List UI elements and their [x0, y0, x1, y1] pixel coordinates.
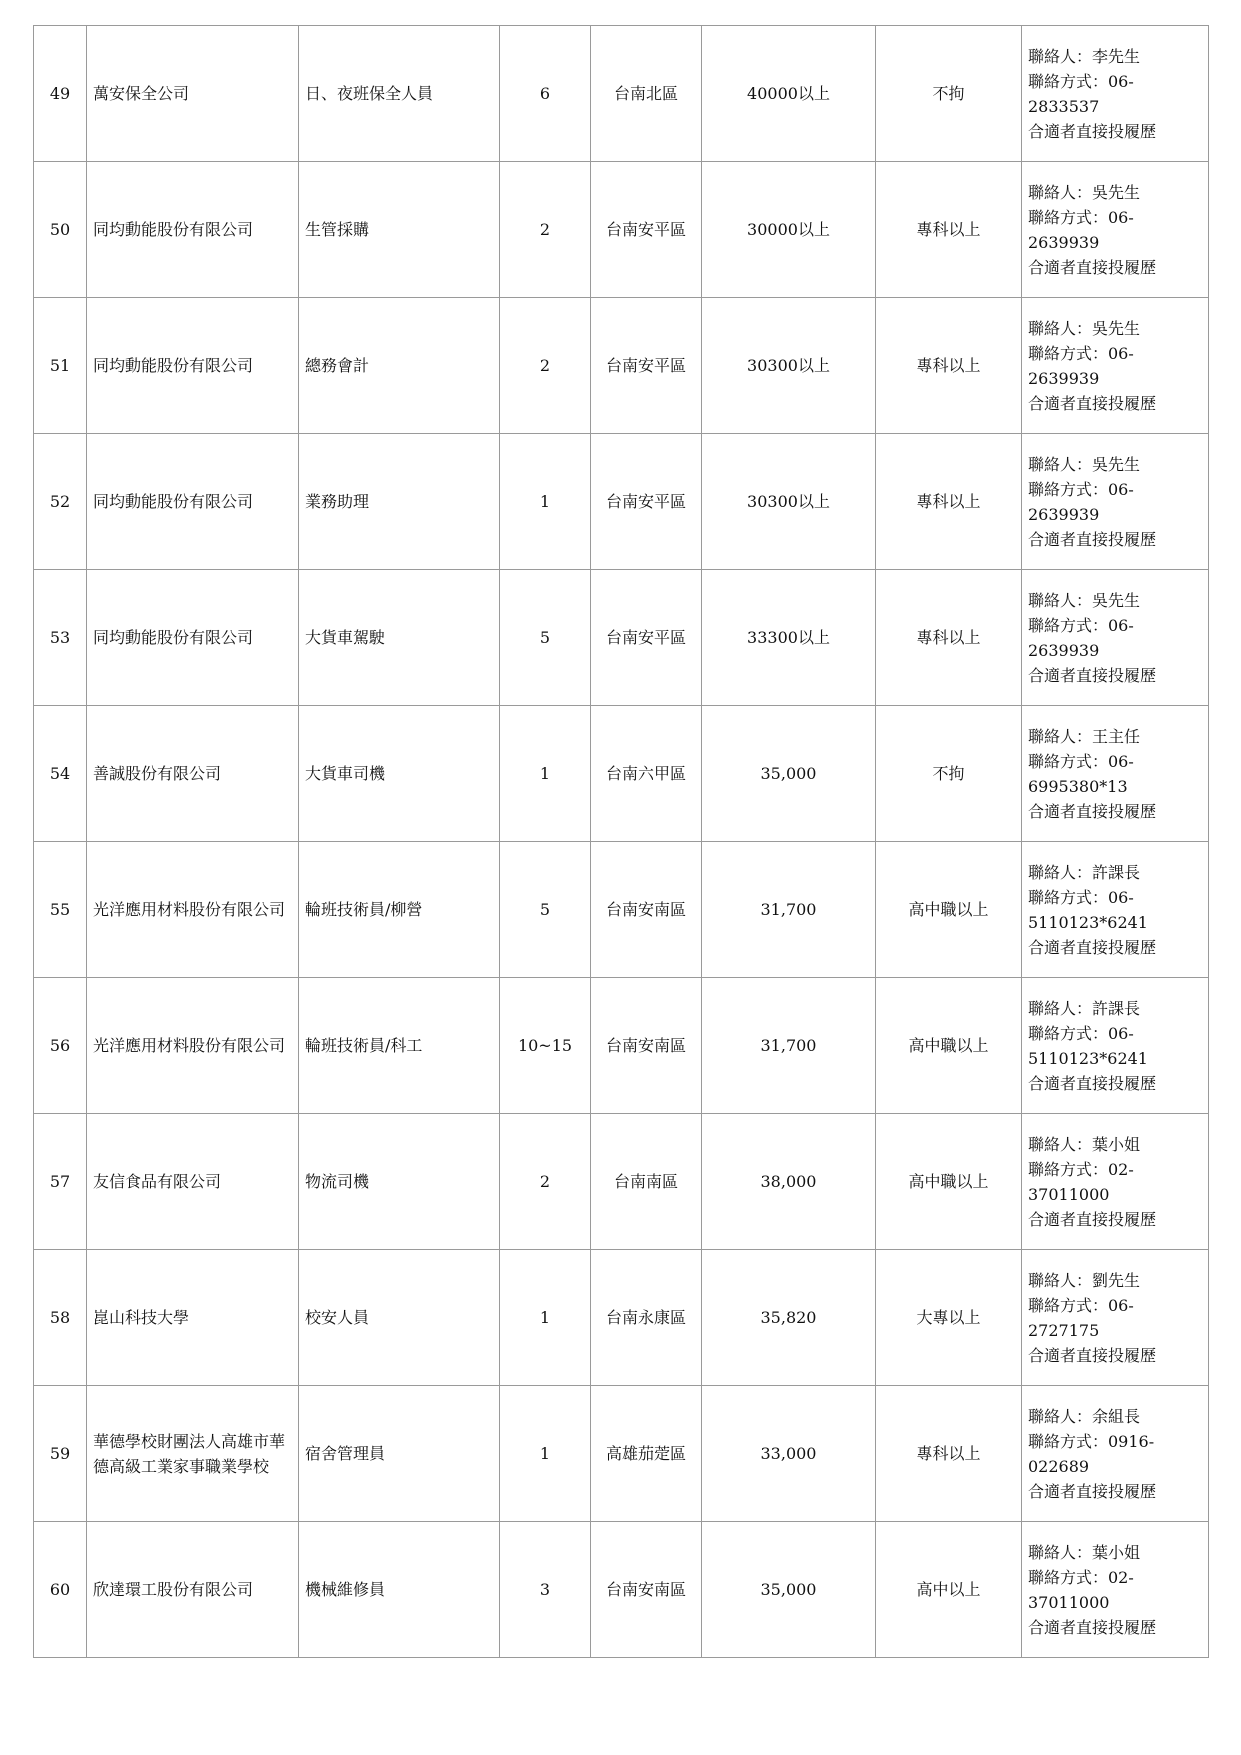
job-openings: 6: [500, 26, 591, 162]
table-row: [34, 842, 1209, 978]
company-name: 友信食品有限公司: [87, 1114, 299, 1250]
row-number: 50: [34, 162, 87, 298]
job-openings: 2: [500, 162, 591, 298]
contact-info: [1022, 1386, 1209, 1522]
table-row: [34, 1522, 1209, 1658]
row-number: 60: [34, 1522, 87, 1658]
contact-person: 聯絡人：許課長: [1028, 862, 1141, 882]
contact-phone: 5110123*6241: [1028, 1048, 1148, 1068]
job-title: 大貨車司機: [299, 706, 500, 842]
row-number: 51: [34, 298, 87, 434]
contact-info: [1022, 1522, 1209, 1658]
job-title: 日、夜班保全人員: [299, 26, 500, 162]
job-title: 宿舍管理員: [299, 1386, 500, 1522]
contact-phone: 2833537: [1028, 96, 1100, 116]
contact-person: 聯絡人：葉小姐: [1028, 1542, 1141, 1562]
contact-info: [1022, 842, 1209, 978]
job-title: 總務會計: [299, 298, 500, 434]
job-salary: 30300以上: [702, 298, 876, 434]
job-title: 生管採購: [299, 162, 500, 298]
contact-phone: 6995380*13: [1028, 776, 1128, 796]
job-title: 輪班技術員/科工: [299, 978, 500, 1114]
contact-note: 合適者直接投履歷: [1028, 1345, 1157, 1365]
job-location: 台南六甲區: [591, 706, 702, 842]
education-requirement: 高中職以上: [876, 842, 1022, 978]
education-requirement: 不拘: [876, 26, 1022, 162]
row-number: 52: [34, 434, 87, 570]
contact-phone: 5110123*6241: [1028, 912, 1148, 932]
education-requirement: 高中以上: [876, 1522, 1022, 1658]
contact-phone: 37011000: [1028, 1184, 1110, 1204]
row-number: 54: [34, 706, 87, 842]
job-location: 台南安南區: [591, 842, 702, 978]
education-requirement: 專科以上: [876, 570, 1022, 706]
company-name: 崑山科技大學: [87, 1250, 299, 1386]
job-openings: 5: [500, 842, 591, 978]
education-requirement: 大專以上: [876, 1250, 1022, 1386]
job-title: 物流司機: [299, 1114, 500, 1250]
contact-person: 聯絡人：葉小姐: [1028, 1134, 1141, 1154]
contact-note: 合適者直接投履歷: [1028, 1209, 1157, 1229]
company-name: 同均動能股份有限公司: [87, 570, 299, 706]
job-openings: 1: [500, 1386, 591, 1522]
job-salary: 30300以上: [702, 434, 876, 570]
contact-info: [1022, 570, 1209, 706]
row-number: 56: [34, 978, 87, 1114]
contact-method: 聯絡方式：06-: [1028, 343, 1134, 363]
table-row: [34, 298, 1209, 434]
table-row: [34, 570, 1209, 706]
contact-note: 合適者直接投履歷: [1028, 801, 1157, 821]
company-name: 萬安保全公司: [87, 26, 299, 162]
education-requirement: 專科以上: [876, 1386, 1022, 1522]
contact-person: 聯絡人：許課長: [1028, 998, 1141, 1018]
contact-person: 聯絡人：李先生: [1028, 46, 1141, 66]
job-location: 台南北區: [591, 26, 702, 162]
job-location: 台南安平區: [591, 162, 702, 298]
education-requirement: 專科以上: [876, 434, 1022, 570]
job-location: 台南永康區: [591, 1250, 702, 1386]
table-row: [34, 978, 1209, 1114]
job-title: 輪班技術員/柳營: [299, 842, 500, 978]
row-number: 58: [34, 1250, 87, 1386]
contact-note: 合適者直接投履歷: [1028, 257, 1157, 277]
job-salary: 33,000: [702, 1386, 876, 1522]
contact-note: 合適者直接投履歷: [1028, 121, 1157, 141]
company-name: 善誠股份有限公司: [87, 706, 299, 842]
job-openings: 1: [500, 434, 591, 570]
row-number: 59: [34, 1386, 87, 1522]
job-location: 台南安南區: [591, 978, 702, 1114]
job-title: 機械維修員: [299, 1522, 500, 1658]
job-location: 台南安平區: [591, 434, 702, 570]
contact-phone: 2727175: [1028, 1320, 1100, 1340]
company-name: 華德學校財團法人高雄市華德高級工業家事職業學校: [87, 1386, 299, 1522]
job-openings: 5: [500, 570, 591, 706]
contact-info: [1022, 978, 1209, 1114]
contact-person: 聯絡人：吳先生: [1028, 182, 1141, 202]
table-row: [34, 706, 1209, 842]
table-row: [34, 1386, 1209, 1522]
contact-method: 聯絡方式：06-: [1028, 1023, 1134, 1043]
contact-info: [1022, 162, 1209, 298]
education-requirement: 高中職以上: [876, 978, 1022, 1114]
contact-person: 聯絡人：劉先生: [1028, 1270, 1141, 1290]
contact-phone: 37011000: [1028, 1592, 1110, 1612]
contact-note: 合適者直接投履歷: [1028, 1481, 1157, 1501]
contact-method: 聯絡方式：06-: [1028, 887, 1134, 907]
contact-note: 合適者直接投履歷: [1028, 937, 1157, 957]
contact-note: 合適者直接投履歷: [1028, 529, 1157, 549]
contact-note: 合適者直接投履歷: [1028, 393, 1157, 413]
job-location: 台南安平區: [591, 570, 702, 706]
contact-phone: 2639939: [1028, 368, 1100, 388]
contact-info: [1022, 434, 1209, 570]
contact-method: 聯絡方式：06-: [1028, 751, 1134, 771]
company-name: 同均動能股份有限公司: [87, 434, 299, 570]
job-salary: 35,820: [702, 1250, 876, 1386]
job-openings: 2: [500, 1114, 591, 1250]
job-title: 校安人員: [299, 1250, 500, 1386]
contact-person: 聯絡人：吳先生: [1028, 590, 1141, 610]
job-location: 台南安平區: [591, 298, 702, 434]
job-openings: 10~15: [500, 978, 591, 1114]
company-name: 光洋應用材料股份有限公司: [87, 842, 299, 978]
contact-person: 聯絡人：吳先生: [1028, 454, 1141, 474]
contact-phone: 2639939: [1028, 232, 1100, 252]
contact-person: 聯絡人：吳先生: [1028, 318, 1141, 338]
job-salary: 30000以上: [702, 162, 876, 298]
job-openings: 1: [500, 1250, 591, 1386]
company-name: 同均動能股份有限公司: [87, 162, 299, 298]
contact-info: [1022, 26, 1209, 162]
contact-method: 聯絡方式：06-: [1028, 615, 1134, 635]
contact-person: 聯絡人：王主任: [1028, 726, 1141, 746]
job-salary: 31,700: [702, 842, 876, 978]
job-salary: 35,000: [702, 706, 876, 842]
contact-method: 聯絡方式：06-: [1028, 71, 1134, 91]
row-number: 53: [34, 570, 87, 706]
contact-method: 聯絡方式：06-: [1028, 1295, 1134, 1315]
row-number: 49: [34, 26, 87, 162]
company-name: 欣達環工股份有限公司: [87, 1522, 299, 1658]
contact-info: [1022, 706, 1209, 842]
contact-method: 聯絡方式：0916-: [1028, 1431, 1155, 1451]
contact-info: [1022, 1114, 1209, 1250]
table-row: [34, 434, 1209, 570]
education-requirement: 專科以上: [876, 298, 1022, 434]
contact-note: 合適者直接投履歷: [1028, 665, 1157, 685]
contact-method: 聯絡方式：02-: [1028, 1159, 1134, 1179]
job-salary: 35,000: [702, 1522, 876, 1658]
education-requirement: 專科以上: [876, 162, 1022, 298]
job-openings: 1: [500, 706, 591, 842]
job-salary: 38,000: [702, 1114, 876, 1250]
education-requirement: 高中職以上: [876, 1114, 1022, 1250]
contact-method: 聯絡方式：02-: [1028, 1567, 1134, 1587]
contact-note: 合適者直接投履歷: [1028, 1073, 1157, 1093]
contact-method: 聯絡方式：06-: [1028, 479, 1134, 499]
education-requirement: 不拘: [876, 706, 1022, 842]
job-location: 台南安南區: [591, 1522, 702, 1658]
job-location: 高雄茄萣區: [591, 1386, 702, 1522]
contact-info: [1022, 1250, 1209, 1386]
contact-method: 聯絡方式：06-: [1028, 207, 1134, 227]
row-number: 57: [34, 1114, 87, 1250]
contact-note: 合適者直接投履歷: [1028, 1617, 1157, 1637]
job-openings: 2: [500, 298, 591, 434]
job-listing-table: [33, 25, 1209, 1658]
company-name: 同均動能股份有限公司: [87, 298, 299, 434]
table-row: [34, 162, 1209, 298]
table-row: [34, 1250, 1209, 1386]
job-openings: 3: [500, 1522, 591, 1658]
row-number: 55: [34, 842, 87, 978]
contact-info: [1022, 298, 1209, 434]
job-title: 業務助理: [299, 434, 500, 570]
job-salary: 31,700: [702, 978, 876, 1114]
table-row: [34, 26, 1209, 162]
company-name: 光洋應用材料股份有限公司: [87, 978, 299, 1114]
contact-phone: 022689: [1028, 1456, 1090, 1476]
job-salary: 33300以上: [702, 570, 876, 706]
contact-person: 聯絡人：余組長: [1028, 1406, 1141, 1426]
job-title: 大貨車駕駛: [299, 570, 500, 706]
job-location: 台南南區: [591, 1114, 702, 1250]
table-row: [34, 1114, 1209, 1250]
contact-phone: 2639939: [1028, 640, 1100, 660]
contact-phone: 2639939: [1028, 504, 1100, 524]
job-salary: 40000以上: [702, 26, 876, 162]
